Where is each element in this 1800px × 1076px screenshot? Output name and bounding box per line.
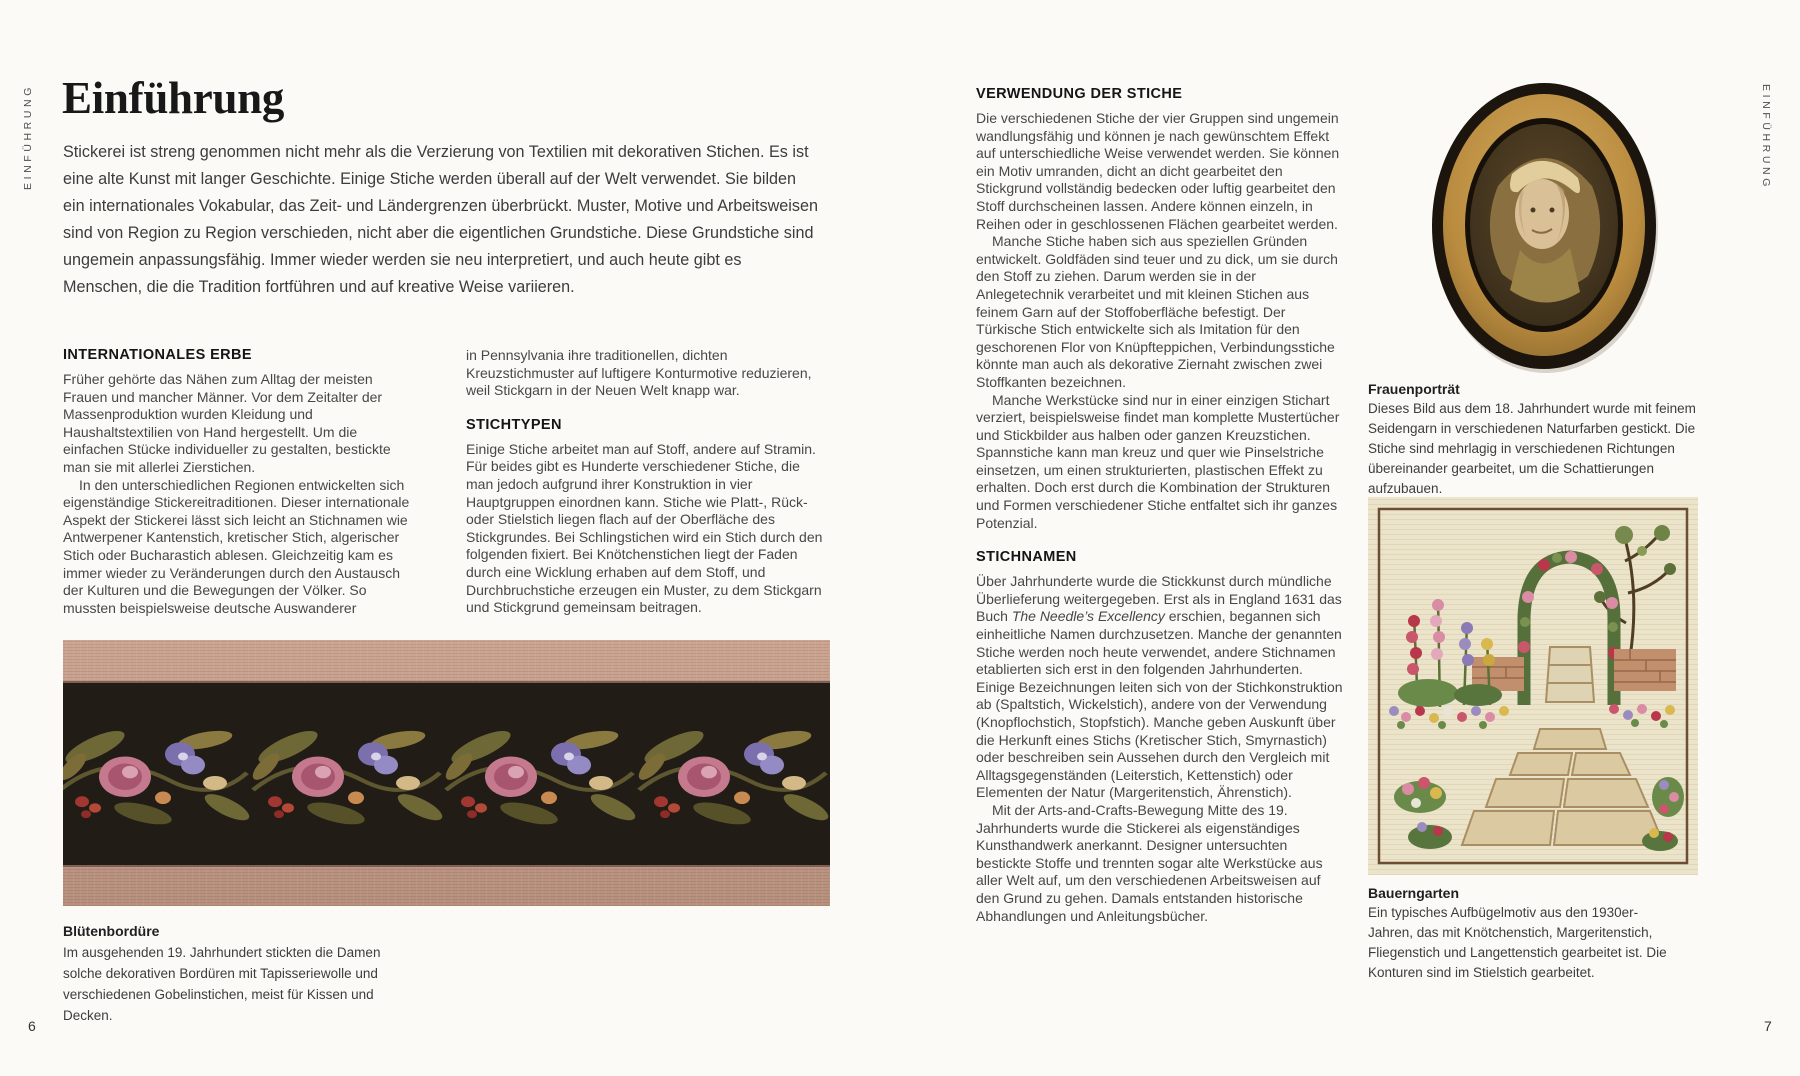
book-title-italic: The Needle’s Excellency	[1011, 608, 1165, 625]
caption-garden	[1368, 883, 1676, 983]
oval-portrait-illustration	[1428, 78, 1660, 377]
page-number-left: 6	[28, 1018, 36, 1034]
heading-stichnamen: STICHNAMEN	[976, 549, 1077, 566]
cottage-garden-photo	[1368, 497, 1698, 875]
chapter-title: Einführung	[62, 73, 285, 123]
text-segment: erschien, begannen sich einheitliche Namen durchzusetzen. Manche der genannten Stiche werden noch heute verwendet, andere Stichnamen etablierten sich erst in den folgenden Jahrhunderten. Einige Bezeichnungen leiten sich von der Stichkonstruktion ab (Spaltstich, Wickelstich), andere von der Verwendung (Knopflochstich, Stopfstich). Manche geben Auskunft über die Herkunft eines Stichs (Kretischer Stich, Smyrnastich) oder beschreiben sein Aussehen durch den Vergleich mit Alltagsgegenständen (Leiterstich, Kettenstich) oder Elementen der Natur (Margeritenstich, Ährenstich).	[976, 608, 1343, 801]
flower-border-illustration	[63, 640, 830, 906]
heading-verwendung-der-stiche: VERWENDUNG DER STICHE	[976, 86, 1183, 102]
page-number-right: 7	[1764, 1018, 1772, 1034]
caption-title: Frauenporträt	[1368, 381, 1460, 397]
paragraph-with-book-title	[976, 573, 1344, 802]
caption-title: Blütenbordüre	[63, 923, 160, 939]
paragraph: Manche Werkstücke sind nur in einer einzigen Stichart verziert, beispielsweise findet man komplette Mustertücher und Stickbilder aus halben oder ganzen Kreuzstichen. Spannstiche kann man kreuz und quer wie Pinselstriche einsetzen, um einen strukturierten, plastischen Effekt zu erhalten. Doch erst durch die Kombination der Strukturen und Formen verschiedener Stiche entfaltet sich ihr ganzes Potenzial.	[976, 391, 1340, 531]
right-margin-chapter-label: EINFÜHRUNG	[1760, 84, 1772, 190]
paragraph: Die verschiedenen Stiche der vier Gruppen sind ungemein wandlungsfähig und können je nach gewünschtem Effekt auf unterschiedliche Weise verwendet werden. Sie können ein Motiv umranden, dicht an dicht gearbeitet den Stickgrund vollständig bedecken oder luftig gearbeitet den Stoff durchscheinen lassen. Andere können einzeln, in Reihen oder in geschlossenen Flächen gearbeitet werden.	[976, 110, 1340, 232]
paragraph: Früher gehörte das Nähen zum Alltag der meisten Frauen und mancher Männer. Vor dem Zeitalter der Massenproduktion wurden Kleidung und Haushaltstextilien von Hand hergestellt. Um die einfachen Stücke individueller zu gestalten, bestickte man sie mit allerlei Zierstichen.	[63, 371, 391, 475]
heading-internationales-erbe: INTERNATIONALES ERBE	[63, 347, 252, 363]
paragraph: Mit der Arts-and-Crafts-Bewegung Mitte des 19. Jahrhunderts wurde die Stickerei als eigenständiges Kunsthandwerk anerkannt. Designer untersuchten bestickte Stoffe und trennten sogar alte Werkstücke aus aller Welt auf, um den verschiedenen Arbeitsweisen auf den Grund zu gehen. Damals entstanden historische Abhandlungen und Anleitungsbücher.	[976, 801, 1323, 924]
caption-title: Bauerngarten	[1368, 885, 1460, 901]
caption-flower-border	[63, 921, 393, 1026]
caption-text: Im ausgehenden 19. Jahrhundert stickten die Damen solche dekorativen Bordüren mit Tapisseriewolle und verschiedenen Gobelinstichen, meist für Kissen und Decken.	[63, 945, 381, 1023]
paragraph-continued: in Pennsylvania ihre traditionellen, dichten Kreuzstichmuster auf luftigere Konturmotive reduzieren, weil Stickgarn in der Neuen Welt knapp war.	[466, 347, 812, 399]
woman-portrait-photo	[1428, 78, 1660, 377]
caption-text: Ein typisches Aufbügelmotiv aus den 1930er-Jahren, das mit Knötchenstich, Margeritenstich, Fliegenstich und Langettenstich gearbeitet ist. Die Konturen sind im Stielstich gearbeitet.	[1368, 905, 1667, 980]
left-margin-chapter-label: EINFÜHRUNG	[22, 84, 34, 190]
caption-text: Dieses Bild aus dem 18. Jahrhundert wurde mit feinem Seidengarn in verschiedenen Naturfarben gestickt. Die Stiche sind mehrlagig in verschiedenen Richtungen übereinander gearbeitet, um die Schattierungen aufzubauen.	[1368, 401, 1696, 496]
text-segment: Über Jahrhunderte wurde die Stickkunst durch mündliche Überlieferung weitergegeben. Erst als in England 1631 das Buch	[976, 573, 1342, 625]
column-stichtypen	[466, 347, 829, 617]
heading-stichtypen: STICHTYPEN	[466, 416, 562, 433]
paragraph: Einige Stiche arbeitet man auf Stoff, andere auf Stramin. Für beides gibt es Hunderte verschiedener Stiche, die man jedoch aufgrund ihrer Konstruktion in vier Hauptgruppen einordnen kann. Stiche wie Platt-, Rück- oder Stielstich liegen flach auf der Oberfläche des Stickgrundes. Bei Schlingstichen wird ein Stich durch den folgenden fixiert. Bei Knötchenstichen liegt der Faden durch eine Wicklung erhaben auf dem Stoff, und Durchbruchstiche erzeugen ein Muster, zu dem Stickgarn und Stickgrund gemeinsam beitragen.	[466, 440, 823, 616]
paragraph: Manche Stiche haben sich aus speziellen Gründen entwickelt. Goldfäden sind teuer und zu dick, um sie durch den Stoff zu ziehen. Darum werden sie in der Anlegetechnik verarbeitet und mit kleinen Stichen aus feinem Garn auf der Stoffoberfläche befestigt. Der Türkische Stich entwickelte sich als Imitation für den geschorenen Flor von Knüpfteppichen, Verbindungsstiche könnte man auch als dekorative Ziernaht zwischen zwei Stoffkanten bezeichnen.	[976, 233, 1338, 390]
cottage-garden-illustration	[1368, 497, 1698, 875]
caption-portrait	[1368, 379, 1713, 499]
paragraph: In den unterschiedlichen Regionen entwickelten sich eigenständige Stickereitraditionen. Dieser internationale Aspekt der Stickerei lässt sich leicht an Stichnamen wie Antwerpener Kantenstich, kretischer Stich, algerischer Stich oder Bucharastich ablesen. Gleichzeitig kam es immer wieder zu Veränderungen durch den Austausch der Kulturen und die Bewegungen der Völker. So mussten beispielsweise deutsche Auswanderer	[63, 476, 410, 616]
chapter-intro-paragraph: Stickerei ist streng genommen nicht mehr als die Verzierung von Textilien mit dekorativen Stichen. Es ist eine alte Kunst mit langer Geschichte. Einige Stiche werden überall auf der Welt verwendet. Sie bilden ein internationales Vokabular, das Zeit- und Ländergrenzen überbrückt. Muster, Motive und Arbeitsweisen sind von Region zu Region verschieden, nicht aber die eigentlichen Grundstiche. Diese Grundstiche sind ungemein anpassungsfähig. Immer wieder werden sie neu interpretiert, und auch heute gibt es Menschen, die die Tradition fortführen und auf kreative Weise variieren.	[63, 143, 818, 296]
column-international-heritage	[63, 347, 410, 617]
left-page-columns	[63, 347, 829, 617]
flower-border-photo	[63, 640, 830, 906]
right-page-column	[976, 86, 1344, 925]
